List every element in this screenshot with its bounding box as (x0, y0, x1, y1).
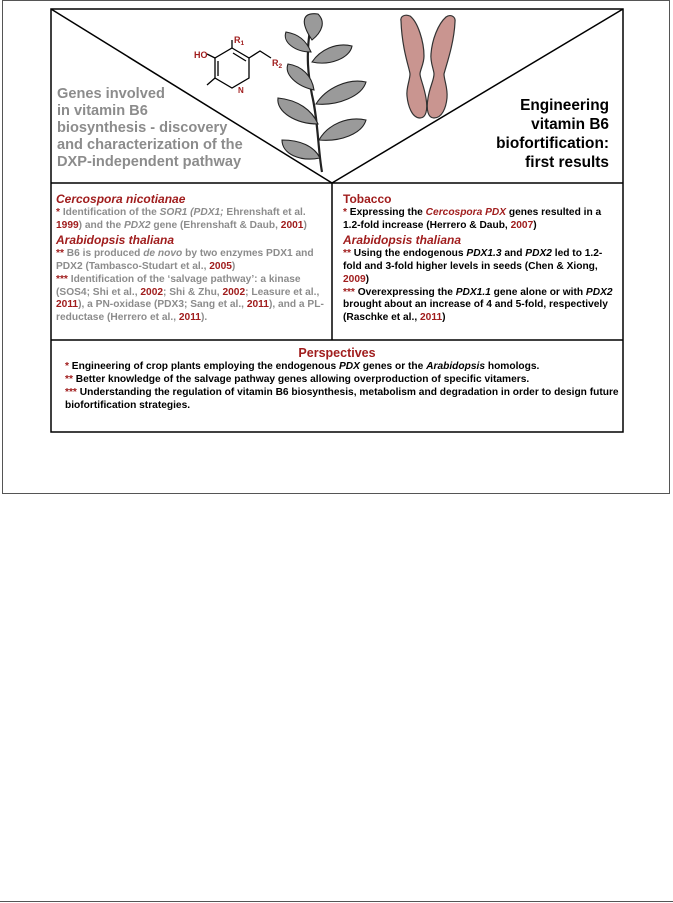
finding-text: ) (365, 273, 370, 285)
gene-name: Cercospora PDX (425, 207, 507, 218)
citation-year: 2002 (222, 286, 246, 298)
perspective-item-3 (65, 387, 622, 413)
finding-salvage (56, 274, 334, 326)
right-title-line: Engineering (520, 97, 609, 114)
right-title-line: vitamin B6 (531, 116, 609, 133)
result-tobacco (343, 207, 615, 233)
perspective-text: Better knowledge of the salvage pathway genes allowing overproduction of specific vitamers. (72, 373, 530, 385)
citation-year: 2011 (56, 299, 79, 311)
perspective-text: homologs. (485, 361, 540, 372)
gene-name: PDX1.3 (466, 247, 502, 259)
finding-text: Ehrenshaft et al. (223, 207, 306, 218)
perspective-text: genes or the (359, 361, 427, 372)
finding-sor1 (56, 207, 334, 233)
left-title-line: in vitamin B6 (57, 103, 148, 119)
finding-text: gene alone or with (490, 286, 586, 298)
perspective-text: Understanding the regulation of vitamin B6 biosynthesis, metabolism and degradation in order to design future biofortification strategies. (65, 386, 619, 411)
pyridine-ring (215, 48, 249, 88)
ho-label: HO (194, 50, 208, 60)
finding-text: led to 1.2-fold and 3-fold higher levels in seeds (Chen & Xiong, (343, 247, 603, 272)
star-marker: ** (56, 247, 64, 259)
gene-name: PDX1.1 (455, 286, 491, 298)
perspectives-panel (52, 345, 622, 413)
finding-text: ) (442, 312, 446, 324)
citation-year: 2011 (178, 312, 201, 324)
gene-name: PDX2 (585, 286, 613, 298)
r2-label: $R_2$ (272, 58, 283, 70)
plant-leaf-1 (285, 32, 311, 52)
left-title-line: DXP-independent pathway (57, 154, 242, 170)
star-marker: ** (343, 247, 351, 259)
finding-text: ) (533, 219, 537, 231)
chromatid-left (401, 15, 427, 118)
perspective-item-1 (65, 361, 622, 374)
plant-leaf-6 (319, 119, 366, 140)
finding-text: by two enzymes PDX1 and PDX2 (Tambasco-Studart et al., (56, 247, 314, 272)
chromatid-right (427, 16, 455, 118)
gene-name: SOR1 (PDX1; (159, 207, 224, 218)
finding-text: ), a PN-oxidase (PDX3; Sang et al., (78, 299, 247, 311)
star-marker: * (343, 207, 347, 218)
right-findings-panel (343, 192, 615, 325)
right-title-line: biofortification: (496, 135, 609, 152)
left-section-title (57, 86, 287, 171)
arabidopsis-header-left: Arabidopsis thaliana (56, 232, 175, 247)
finding-text: ; Leasure et al., (245, 286, 320, 298)
right-section-title (454, 96, 609, 172)
citation-year: 2002 (140, 286, 164, 298)
finding-text: ) and the (78, 219, 124, 231)
left-findings-panel (56, 192, 334, 325)
citation-year: 2007 (510, 219, 534, 231)
finding-text: gene (Ehrenshaft & Daub, (150, 219, 281, 231)
finding-text: Identification of the (62, 207, 160, 218)
citation-year: 2011 (420, 312, 443, 324)
plant-leaf-2 (312, 45, 352, 63)
chemical-structure-icon (207, 40, 271, 88)
gene-name: PDX2 (525, 247, 552, 259)
result-overexpression (343, 287, 615, 326)
plant-leaf-top (304, 14, 322, 40)
right-title-line: first results (525, 154, 609, 171)
gene-name: PDX2 (123, 219, 151, 231)
finding-text: B6 is produced (63, 247, 144, 259)
citation-year: 2005 (209, 260, 232, 272)
finding-text: ). (200, 312, 208, 324)
citation-year: 2009 (343, 273, 366, 285)
finding-text: Using the endogenous (350, 247, 467, 259)
finding-text: Overexpressing the (354, 286, 456, 298)
star-marker: * (65, 361, 69, 372)
ho-bond (207, 54, 215, 58)
perspective-item-2 (65, 374, 622, 387)
finding-text: genes resulted in a 1.2-fold increase (Herrero & Daub, (343, 207, 602, 231)
left-title-line: and characterization of the (57, 137, 243, 153)
finding-text: Identification of the ‘salvage pathway’: a kinase (SOS4; Shi et al., (56, 273, 301, 298)
finding-text: ) (231, 260, 236, 272)
arabidopsis-header-right: Arabidopsis thaliana (343, 232, 462, 247)
perspective-text: Arabidopsis (426, 361, 486, 372)
ch2-bond (249, 51, 271, 58)
n-label: N (238, 86, 244, 95)
plant-leaf-4 (316, 81, 366, 104)
perspectives-title: Perspectives (298, 346, 376, 360)
chromosome-icon (401, 15, 455, 118)
perspective-text: Engineering of crop plants employing the endogenous (68, 361, 339, 372)
star-marker: *** (56, 273, 68, 285)
finding-text: de novo (143, 247, 183, 259)
finding-text: and (501, 247, 526, 259)
star-marker: ** (65, 373, 73, 385)
cercospora-header: Cercospora nicotianae (56, 192, 186, 206)
r1-label: $R_1$ (234, 35, 245, 47)
ring-double-bond-2 (233, 53, 246, 61)
citation-year: 1999 (56, 219, 79, 231)
finding-text: ), and a PL-reductase (Herrero et al., (56, 299, 324, 324)
result-seeds (343, 248, 615, 287)
tobacco-header: Tobacco (343, 192, 392, 206)
plant-icon (278, 14, 366, 172)
left-title-line: Genes involved (57, 86, 165, 102)
citation-year: 2011 (246, 299, 269, 311)
star-marker: *** (65, 386, 77, 398)
finding-text: ; Shi & Zhu, (163, 286, 223, 298)
gene-name: PDX (338, 361, 360, 372)
star-marker: *** (343, 286, 355, 298)
finding-text: Expressing the (346, 207, 426, 218)
left-title-line: biosynthesis - discovery (57, 120, 228, 136)
finding-text: brought about an increase of 4 and 5-fold, respectively (Raschke et al., (343, 299, 608, 324)
finding-de-novo (56, 248, 334, 274)
page-bottom-rule (0, 901, 673, 902)
finding-text: ) (303, 219, 307, 231)
star-marker: * (56, 207, 60, 218)
citation-year: 2001 (280, 219, 304, 231)
methyl-bond (207, 78, 215, 85)
